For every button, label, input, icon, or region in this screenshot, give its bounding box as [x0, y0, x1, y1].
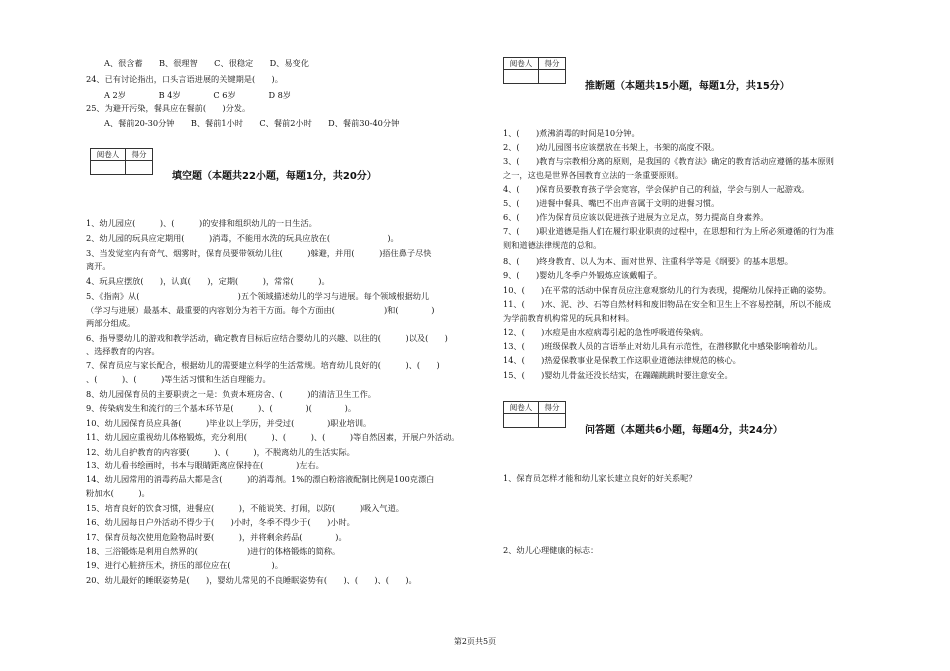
score-box-empty — [126, 161, 153, 175]
judgement-line: 8、( )终身教育、以人为本、面对世界、注重科学等是《纲要》的基本思想。 — [503, 256, 793, 266]
judgement-line: 11、( )水、泥、沙、石等自然材料和废旧物品在安全和卫生上不容易控制，所以不能成 — [503, 299, 831, 309]
fill-in-line: 9、传染病发生和流行的三个基本环节是( )、( )( )。 — [86, 403, 357, 413]
score-box — [503, 57, 566, 84]
judgement-line: 7、( )职业道德是指人们在履行职业职责的过程中，在思想和行为上所必须遵循的行为准 — [503, 226, 834, 236]
judgement-line: 6、( )作为保育员应该以促进孩子进展为立足点，努力提高自身素养。 — [503, 212, 769, 222]
score-box-empty — [504, 414, 539, 428]
mc-line: A、很含蓄 B、很理智 C、很稳定 D、易变化 — [104, 58, 309, 68]
judgement-line: 15、( )婴幼儿骨盆还没长结实，在蹦蹦跳跳时要注意安全。 — [503, 370, 733, 380]
fill-in-line: 离开。 — [86, 261, 111, 271]
fill-in-line: 14、幼儿园常用的消毒药品大都是含( )的消毒剂。1%的漂白粉溶液配制比例是100克漂白 — [86, 474, 435, 484]
page-footer: 第2页共5页 — [453, 637, 497, 646]
qa-question: 1、保育员怎样才能和幼儿家长建立良好的好关系呢？ — [503, 473, 697, 483]
fill-in-line: 15、培育良好的饮食习惯，进餐应( )，不能说笑、打闹，以防( )吸入气道。 — [86, 503, 404, 513]
judgement-line: 则和道德法律规范的总和。 — [503, 240, 602, 250]
section-title-qa: 问答题（本题共6小题，每题4分，共24分） — [585, 425, 783, 436]
judgement-line: 为学前教育机构常见的玩具和材料。 — [503, 313, 635, 323]
judgement-line: 之一，这也是世界各国教育立法的一条重要原则。 — [503, 170, 684, 180]
mc-line: A、餐前20-30分钟 B、餐前1小时 C、餐前2小时 D、餐前30-40分钟 — [104, 118, 400, 128]
fill-in-line: 、选择教育的内容。 — [86, 346, 160, 356]
fill-in-line: 16、幼儿园每日户外活动不得少于( )小时，冬季不得少于( )小时。 — [86, 517, 355, 527]
mc-line: A 2岁 B 4岁 C 6岁 D 8岁 — [104, 90, 292, 100]
judgement-line: 14、( )热爱保教事业是保教工作这职业道德法律规范的核心。 — [503, 355, 741, 365]
score-box-reviewer-label: 阅卷人 — [504, 402, 539, 414]
score-box — [90, 148, 153, 175]
fill-in-line: 12、幼儿自护教育的内容要( )、( )，不脱离幼儿的生活实际。 — [86, 447, 355, 457]
fill-in-line: 8、幼儿园保育员的主要职责之一是：负责本班房舍、( )的清洁卫生工作。 — [86, 389, 376, 399]
judgement-line: 4、( )保育员要教育孩子学会宽容，学会保护自己的利益，学会与别人一起游戏。 — [503, 184, 810, 194]
judgement-line: 2、( )幼儿园图书应该摆放在书架上，书架的高度不限。 — [503, 142, 720, 152]
fill-in-line: 13、幼儿看书绘画时，书本与眼睛距离应保持在( )左右。 — [86, 460, 324, 470]
section-title-fill-in: 填空题（本题共22小题，每题1分，共20分） — [172, 171, 377, 182]
judgement-line: 3、( )教育与宗教相分离的原则，是我国的《教育法》确定的教育活动应遵循的基本原则 — [503, 156, 834, 166]
score-box-reviewer-label: 阅卷人 — [504, 58, 539, 70]
fill-in-line: 粉加水( )。 — [86, 488, 150, 498]
qa-question: 2、幼儿心理健康的标志： — [503, 545, 599, 555]
fill-in-line: 5、《指南》从( )五个领域描述幼儿的学习与进展。每个领域根据幼儿 — [86, 291, 430, 301]
fill-in-line: 2、幼儿园的玩具应定期用( )消毒，不能用水洗的玩具应放在( )。 — [86, 233, 399, 243]
fill-in-line: 两部分组成。 — [86, 318, 136, 328]
judgement-line: 9、( )婴幼儿冬季户外锻炼应该戴帽子。 — [503, 270, 662, 280]
fill-in-line: 4、玩具应摆放( )，认真( )，定期( )，常常( )。 — [86, 276, 330, 286]
fill-in-line: 10、幼儿园保育员应具备( )毕业以上学历，并受过( )职业培训。 — [86, 418, 372, 428]
fill-in-line: 、( )、( )等生活习惯和生活自理能力。 — [86, 374, 271, 384]
score-box-score-label: 得分 — [539, 58, 566, 70]
mc-line: 24、已有讨论指出，口头言语进展的关键期是( )。 — [86, 74, 283, 84]
score-box-empty — [91, 161, 126, 175]
fill-in-line: 7、保育员应与家长配合，根据幼儿的需要建立科学的生活常规。培育幼儿良好的( )、( ) — [86, 360, 440, 370]
fill-in-line: 19、进行心脏挤压术，挤压的部位应在( )。 — [86, 560, 283, 570]
score-box-score-label: 得分 — [126, 149, 153, 161]
section-title-judgement: 推断题（本题共15小题，每题1分，共15分） — [585, 81, 790, 92]
score-box-empty — [539, 70, 566, 84]
judgement-line: 5、( )进餐中餐具、嘴巴不出声音属于文明的进餐习惯。 — [503, 198, 720, 208]
judgement-line: 12、( )水痘是由水痘病毒引起的急性呼吸道传染病。 — [503, 327, 709, 337]
score-box-score-label: 得分 — [539, 402, 566, 414]
fill-in-line: 20、幼儿最好的睡眠姿势是( )，婴幼儿常见的不良睡眠姿势有( )、( )、( )。 — [86, 575, 417, 585]
score-box-empty — [539, 414, 566, 428]
fill-in-line: 18、三浴锻炼是利用自然界的( )进行的体格锻炼的简称。 — [86, 546, 341, 556]
score-box-reviewer-label: 阅卷人 — [91, 149, 126, 161]
judgement-line: 13、( )班级保教人员的言语举止对幼儿具有示范性，在潜移默化中感染影响着幼儿。 — [503, 341, 823, 351]
fill-in-line: 1、幼儿园应( )、( )的安排和组织幼儿的一日生活。 — [86, 218, 317, 228]
fill-in-line: （学习与进展）最基本、最重要的内容划分为若干方面。每个方面由( )和( ) — [86, 305, 435, 315]
score-box — [503, 401, 566, 428]
judgement-line: 1、( )煮沸消毒的时间是10分钟。 — [503, 128, 640, 138]
mc-line: 25、为避开污染，餐具应在餐前( )分发。 — [86, 103, 251, 113]
fill-in-line: 3、当发觉室内有奇气、烟雾时，保育员要带领幼儿往( )躲避，并用( )捂住鼻子尽快 — [86, 248, 432, 258]
fill-in-line: 11、幼儿园应重视幼儿体格锻炼，充分利用( )、( )、( )等自然因素，开展户外活动。 — [86, 432, 460, 442]
score-box-empty — [504, 70, 539, 84]
judgement-line: 10、( )在平常的活动中保育员应注意观察幼儿的行为表现，提醒幼儿保持正确的姿势。 — [503, 285, 831, 295]
fill-in-line: 17、保育员每次使用危险物品时要( )，并将剩余药品( )。 — [86, 532, 347, 542]
fill-in-line: 6、指导婴幼儿的游戏和教学活动，确定教育目标后应结合婴幼儿的兴趣、以往的( )以及( ) — [86, 333, 448, 343]
